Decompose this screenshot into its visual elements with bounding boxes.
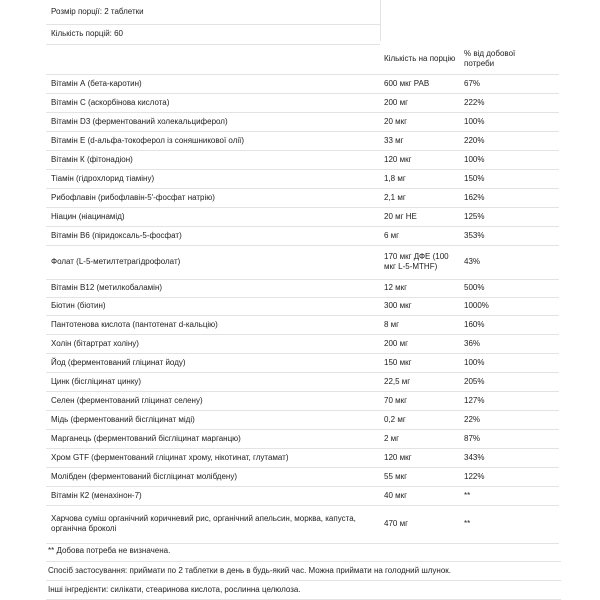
nutrient-row [46,429,559,449]
nutrient-daily-value: 205% [464,376,485,386]
other-ingredients-row [46,580,561,600]
usage-instructions: Спосіб застосування: приймати по 2 таблетки в день в будь-який час. Можна приймати на голодний шлунок. [48,565,452,575]
nutrient-row [46,93,559,113]
nutrient-daily-value: ** [464,490,471,500]
nutrient-amount: 170 мкг ДФЕ (100 мкг L-5-МTHF) [384,252,449,271]
nutrient-name: Цинк (бісгліцинат цинку) [51,376,142,386]
nutrient-name: Вітамін К (фітонадіон) [51,154,133,164]
nutrient-amount: 300 мкг [384,301,412,310]
nutrient-amount: 22,5 мг [384,376,411,386]
nutrient-name: Вітамін В12 (метилкобаламін) [51,283,163,292]
nutrient-daily-value: 343% [464,452,485,462]
servings-count-row [46,24,380,45]
nutrient-name: Вітамін С (аскорбінова кислота) [51,97,170,107]
nutrient-row [46,226,559,246]
nutrient-name: Біотин (біотин) [51,301,106,310]
nutrient-daily-value: 36% [464,338,481,348]
nutrient-name: Харчова суміш органічний коричневий рис, органічний апельсин, морква, капуста, органічна броколі [51,514,356,533]
nutrient-daily-value: 127% [464,395,485,405]
nutrient-row [46,245,559,280]
nutrient-daily-value: 150% [464,173,485,183]
nutrient-name: Рибофлавін (рибофлавін-5'-фосфат натрію) [51,192,215,202]
nutrient-name: Вітамін D3 (ферментований холекальциферол) [51,116,228,126]
nutrient-name: Хром GTF (ферментований гліцинат хрому, нікотинат, глутамат) [51,452,289,462]
nutrient-daily-value: 43% [464,257,481,266]
nutrient-row [46,334,559,354]
nutrient-row [46,410,559,430]
nutrient-daily-value: 22% [464,414,481,424]
nutrient-name: Холін (бітартрат холіну) [51,338,139,348]
nutrient-daily-value: 1000% [464,301,489,310]
nutrient-name: Мідь (ферментований бісгліцинат міді) [51,414,195,424]
nutrient-row [46,448,559,468]
nutrient-row [46,467,559,487]
amount-header: Кількість на порцію [384,54,456,63]
nutrient-daily-value: 67% [464,78,481,88]
nutrient-amount: 70 мкг [384,395,408,405]
supplement-facts-table [46,0,559,600]
nutrient-amount: 600 мкг РАВ [384,78,430,88]
nutrient-row [46,150,559,170]
nutrient-daily-value: 162% [464,192,485,202]
nutrient-name: Йод (ферментований гліцинат йоду) [51,357,186,367]
footnote: ** Добова потреба не визначена. [48,545,171,555]
nutrient-daily-value: 100% [464,116,485,126]
nutrient-amount: 200 мг [384,338,408,348]
nutrient-amount: 120 мкг [384,154,412,164]
nutrient-amount: 33 мг [384,135,404,145]
nutrient-amount: 40 мкг [384,490,408,500]
nutrient-row [46,297,559,316]
nutrient-row [46,169,559,189]
other-ingredients: Інші інгредієнти: силікати, стеаринова кислота, рослинна целюлоза. [48,584,301,594]
nutrient-row [46,131,559,151]
nutrient-amount: 8 мг [384,319,400,329]
nutrient-row [46,207,559,227]
nutrient-row [46,353,559,373]
nutrient-daily-value: 122% [464,471,485,481]
nutrient-row [46,315,559,335]
nutrient-amount: 0,2 мг [384,414,406,424]
nutrient-daily-value: 353% [464,230,485,240]
nutrient-row [46,112,559,132]
nutrient-amount: 2,1 мг [384,192,406,202]
nutrient-row [46,391,559,411]
nutrient-daily-value: 87% [464,433,481,443]
nutrient-amount: 20 мкг [384,116,408,126]
servings-count: Кількість порцій: 60 [51,29,124,38]
usage-row [46,561,561,581]
nutrient-name: Вітамін Е (d-альфа-токоферол із соняшникової олії) [51,135,245,145]
nutrient-daily-value: ** [464,519,471,528]
nutrient-amount: 55 мкг [384,471,408,481]
serving-size-row [46,0,380,25]
nutrient-name: Селен (ферментований гліцинат селену) [51,395,203,405]
nutrient-daily-value: 125% [464,211,485,221]
nutrient-row [46,486,559,506]
nutrient-name: Фолат (L-5-метилтетрагідрофолат) [51,257,181,266]
nutrient-amount: 120 мкг [384,452,412,462]
nutrient-daily-value: 220% [464,135,485,145]
nutrient-name: Марганець (ферментований бісгліцинат марганцю) [51,433,241,443]
nutrient-name: Вітамін В6 (піридоксаль-5-фосфат) [51,230,182,240]
nutrient-row [46,279,559,298]
column-header-row [46,44,559,75]
top-divider [380,0,381,41]
nutrient-amount: 150 мкг [384,357,412,367]
nutrient-amount: 6 мг [384,230,400,240]
nutrient-name: Ніацин (ніацинамід) [51,211,125,221]
nutrient-amount: 2 мг [384,433,400,443]
nutrient-daily-value: 100% [464,357,485,367]
nutrient-daily-value: 160% [464,319,485,329]
footnote-row [46,540,561,562]
nutrient-amount: 470 мг [384,519,408,528]
nutrient-daily-value: 100% [464,154,485,164]
nutrient-name: Вітамін А (бета-каротин) [51,78,142,88]
nutrient-amount: 1,8 мг [384,173,406,183]
nutrient-name: Пантотенова кислота (пантотенат d-кальцію) [51,319,218,329]
nutrient-amount: 200 мг [384,97,408,107]
nutrient-name: Молібден (ферментований бісгліцинат молібдену) [51,471,237,481]
nutrient-amount: 12 мкг [384,283,408,292]
nutrient-row [46,372,559,392]
nutrient-daily-value: 500% [464,283,485,292]
nutrient-name: Тіамін (гідрохлорид тіаміну) [51,173,155,183]
nutrient-name: Вітамін К2 (менахінон-7) [51,490,142,500]
nutrient-row [46,505,559,544]
daily-value-header: % від добової потреби [464,49,516,68]
serving-size: Розмір порції: 2 таблетки [51,7,144,16]
nutrient-row [46,74,559,94]
nutrient-amount: 20 мг НЕ [384,211,417,221]
nutrient-daily-value: 222% [464,97,485,107]
nutrient-row [46,188,559,208]
